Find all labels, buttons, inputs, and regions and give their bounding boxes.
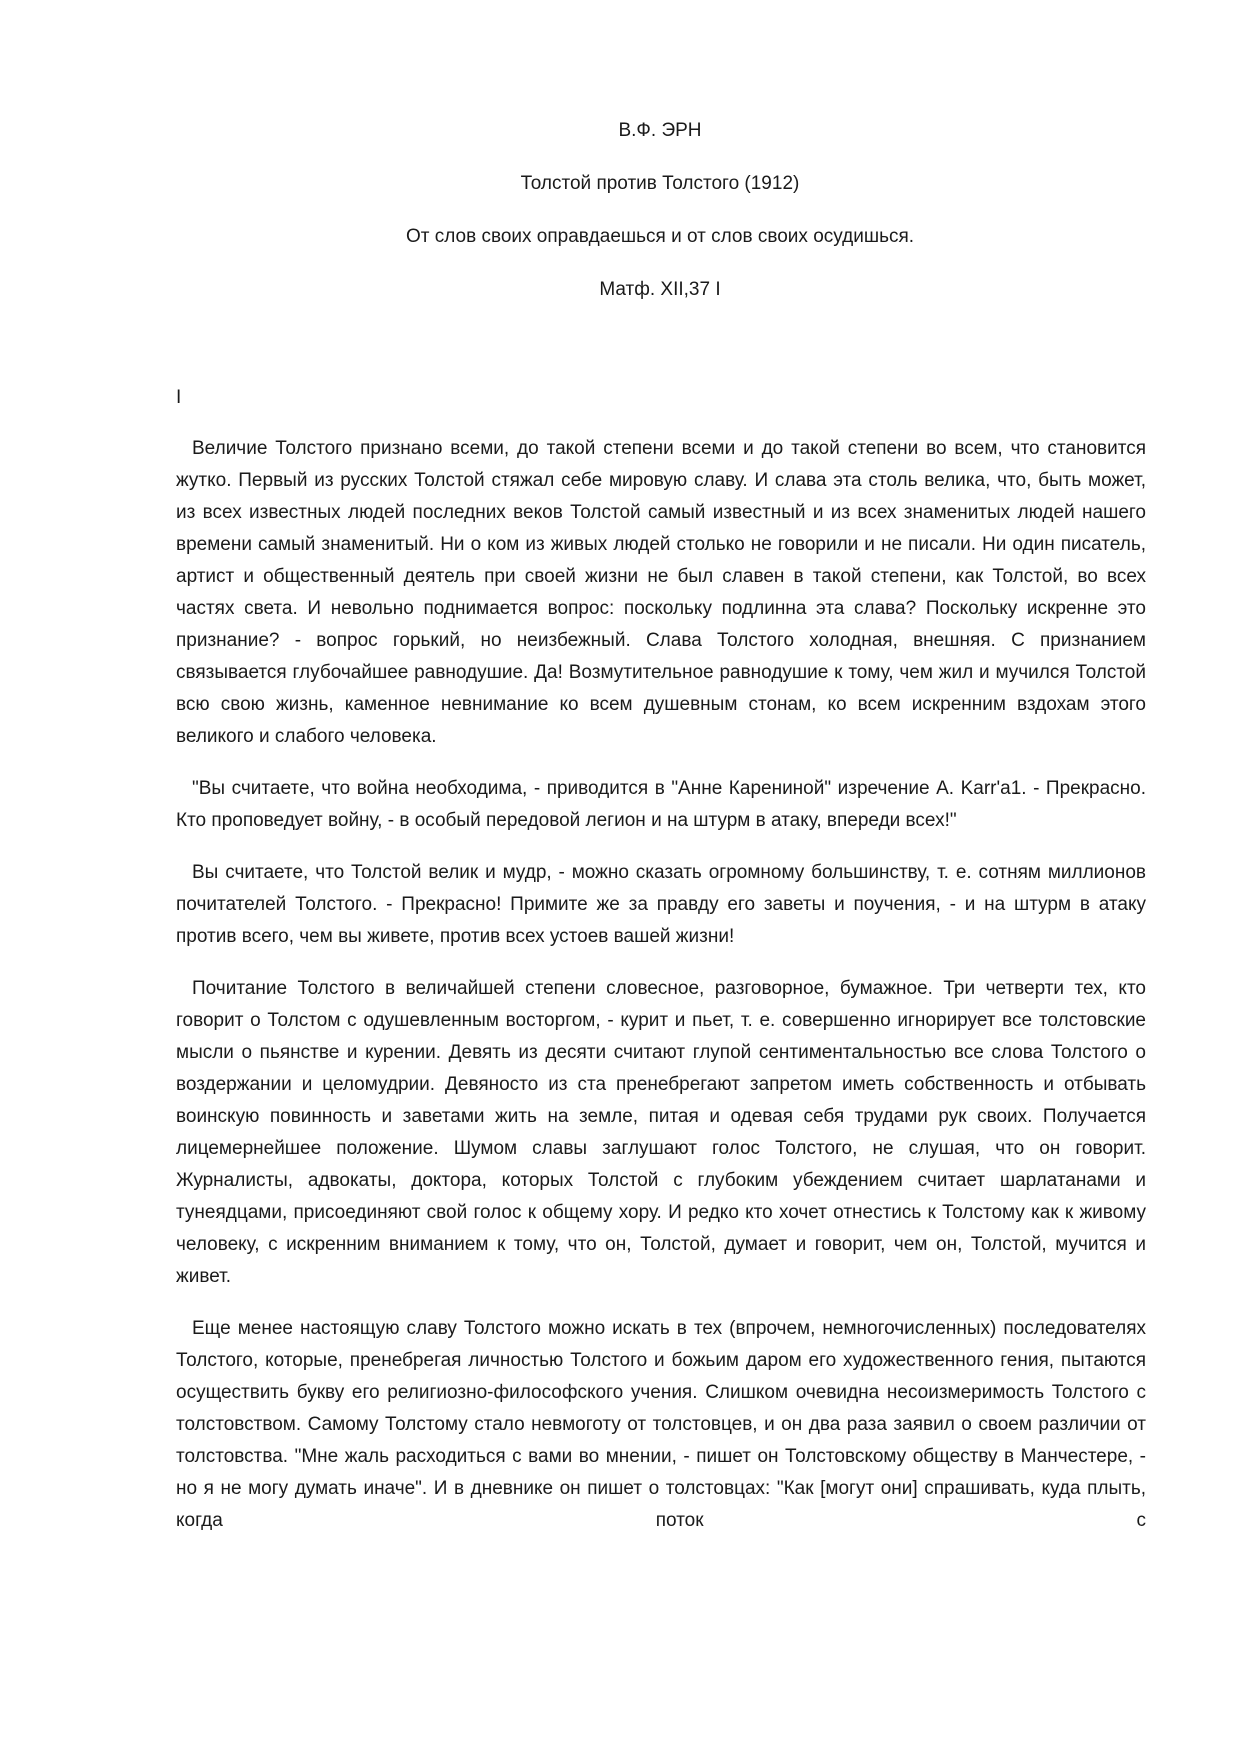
paragraph: Вы считаете, что Толстой велик и мудр, - можно сказать огромному большинству, т. е. сотням миллионов почитателей Толстого. - Прекрасно! Примите же за правду его заветы и поучения, - и на штурм в атаку против всего, чем вы живете, против всех устоев вашей жизни! bbox=[176, 862, 1146, 947]
author-name: В.Ф. ЭРН bbox=[618, 120, 702, 141]
epigraph-source: Матф. XII,37 I bbox=[599, 279, 721, 300]
paragraph: Почитание Толстого в величайшей степени словесное, разговорное, бумажное. Три четверти тех, кто говорит о Толстом с одушевленным восторгом, - курит и пьет, т. е. совершенно игнорирует все толстовские мысли о пьянстве и курении. Девять из десяти считают глупой сентиментальностью все слова Толстого о воздержании и целомудрии. Девяносто из ста пренебрегают запретом иметь собственность и отбывать воинскую повинность и заветами жить на земле, питая и одевая себя трудами рук своих. Получается лицемернейшее положение. Шумом славы заглушают голос Толстого, не слушая, что он говорит. Журналисты, адвокаты, доктора, которых Толстой с глубоким убеждением считает шарлатанами и тунеядцами, присоединяют свой голос к общему хору. И редко кто хочет отнестись к Толстому как к живому человеку, с искренним вниманием к тому, что он, Толстой, думает и говорит, чем он, Толстой, мучится и живет. bbox=[176, 978, 1146, 1287]
body-text bbox=[176, 433, 1146, 1557]
section-number: I bbox=[176, 387, 182, 408]
document-title: Толстой против Толстого (1912) bbox=[520, 173, 800, 194]
paragraph: Величие Толстого признано всеми, до такой степени всеми и до такой степени во всем, что становится жутко. Первый из русских Толстой стяжал себе мировую славу. И слава эта столь велика, что, быть может, из всех известных людей последних веков Толстой самый известный и из всех знаменитых людей нашего времени самый знаменитый. Ни о ком из живых людей столько не говорили и не писали. Ни один писатель, артист и общественный деятель при своей жизни не был славен в такой степени, как Толстой, во всех частях света. И невольно поднимается вопрос: поскольку подлинна эта слава? Поскольку искренне это признание? - вопрос горький, но неизбежный. Слава Толстого холодная, внешняя. С признанием связывается глубочайшее равнодушие. Да! Возмутительное равнодушие к тому, чем жил и мучился Толстой всю свою жизнь, каменное невнимание ко всем душевным стонам, ко всем искренним вздохам этого великого и слабого человека. bbox=[176, 438, 1146, 747]
paragraph: Еще менее настоящую славу Толстого можно искать в тех (впрочем, немногочисленных) последователях Толстого, которые, пренебрегая личностью Толстого и божьим даром его художественного гения, пытаются осуществить букву его религиозно-философского учения. Слишком очевидна несоизмеримость Толстого с толстовством. Самому Толстому стало невмоготу от толстовцев, и он два раза заявил о своем различии от толстовства. "Мне жаль расходиться с вами во мнении, - пишет он Толстовскому обществу в Манчестере, - но я не могу думать иначе". И в дневнике он пишет о толстовцах: "Как [могут они] спрашивать, куда плыть, когда поток с bbox=[176, 1318, 1146, 1531]
epigraph: От слов своих оправдаешься и от слов своих осудишься. bbox=[405, 226, 915, 247]
paragraph: "Вы считаете, что война необходима, - приводится в "Анне Карениной" изречение А. Karr'a1. - Прекрасно. Кто проповедует войну, - в особый передовой легион и на штурм в атаку, впереди всех!" bbox=[176, 778, 1146, 831]
document-header bbox=[0, 118, 1240, 330]
